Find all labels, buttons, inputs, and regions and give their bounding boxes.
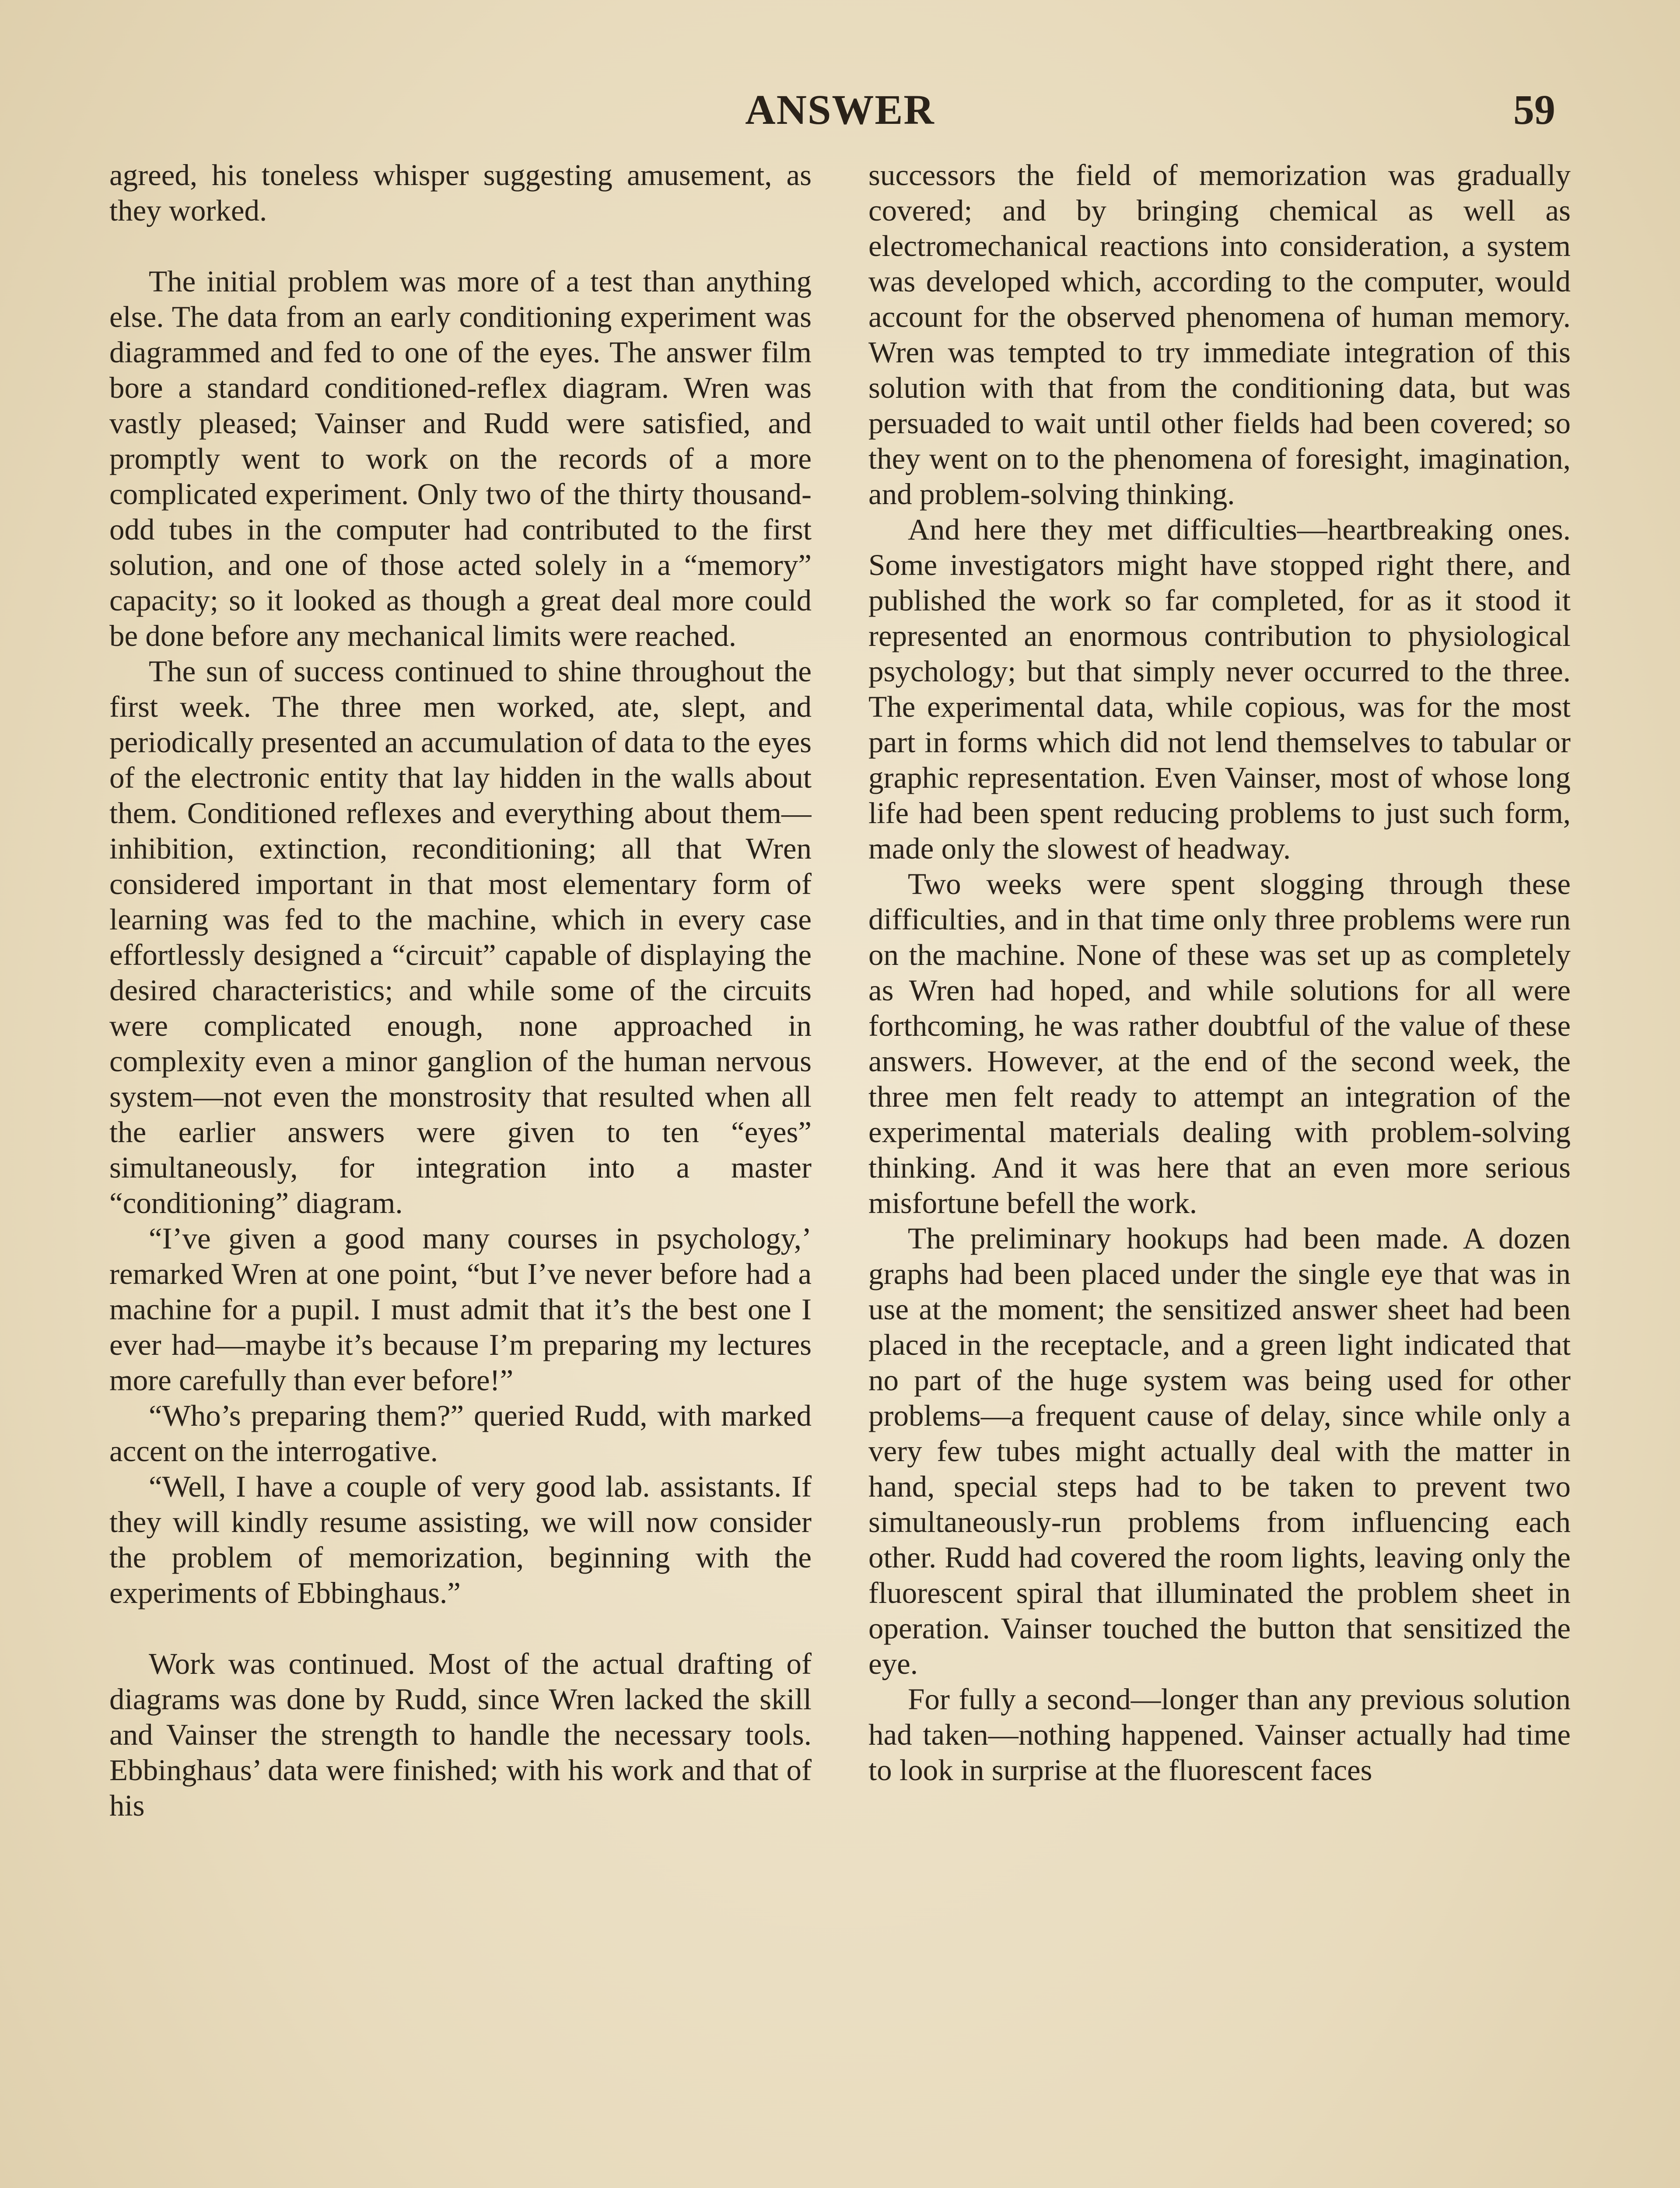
paragraph: “Who’s preparing them?” queried Rudd, with marked accent on the interrogative.	[109, 1399, 812, 1468]
paragraph: successors the field of memorization was gradually covered; and by bringing chemical as well as electromechanical reactions into consideration, a system was developed which, according to the computer, would account for the observed phenomena of human memory. Wren was tempted to try immediate integration of this solution with that from the conditioning data, but was persuaded to wait until other fields had been covered; so they went on to the phenomena of foresight, imagination, and problem-solving thinking.	[868, 158, 1571, 511]
page-number: 59	[1513, 86, 1555, 133]
running-title: ANSWER	[745, 86, 935, 133]
paragraph: “I’ve given a good many courses in psychology,’ remarked Wren at one point, “but I’ve never before had a machine for a pupil. I must admit that it’s the best one I ever had—maybe it’s because I’m preparing my lectures more carefully than ever before!”	[109, 1222, 812, 1397]
paragraph: And here they met difficulties—heartbreaking ones. Some investigators might have stopped right there, and published the work so far completed, for as it stood it represented an enormous contribution to physiological psychology; but that simply never occurred to the three. The experimental data, while copious, was for the most part in forms which did not lend themselves to tabular or graphic representation. Even Vainser, most of whose long life had been spent reducing problems to just such form, made only the slowest of headway.	[868, 513, 1571, 865]
paragraph: The initial problem was more of a test than anything else. The data from an early conditioning experiment was diagrammed and fed to one of the eyes. The answer film bore a standard conditioned-reflex diagram. Wren was vastly pleased; Vainser and Rudd were satisfied, and promptly went to work on the records of a more complicated experiment. Only two of the thirty thousand-odd tubes in the computer had contributed to the first solution, and one of those acted solely in a “memory” capacity; so it looked as though a great deal more could be done before any mechanical limits were reached.	[109, 265, 812, 652]
paragraph: Work was continued. Most of the actual drafting of diagrams was done by Rudd, since Wren lacked the skill and Vainser the strength to handle the necessary tools. Ebbinghaus’ data were finished; with his work and that of his	[109, 1647, 812, 1822]
paragraph: agreed, his toneless whisper suggesting amusement, as they worked.	[109, 158, 812, 227]
right-column	[868, 158, 1571, 2188]
paragraph: Two weeks were spent slogging through these difficulties, and in that time only three problems were run on the machine. None of these was set up as completely as Wren had hoped, and while solutions for all were forthcoming, he was rather doubtful of the value of these answers. However, at the end of the second week, the three men felt ready to attempt an integration of the experimental materials dealing with problem-solving thinking. And it was here that an even more serious misfortune befell the work.	[868, 867, 1571, 1220]
paragraph: The sun of success continued to shine throughout the first week. The three men worked, ate, slept, and periodically presented an accumulation of data to the eyes of the electronic entity that lay hidden in the walls about them. Conditioned reflexes and everything about them—inhibition, extinction, reconditioning; all that Wren considered important in that most elementary form of learning was fed to the machine, which in every case effortlessly designed a “circuit” capable of displaying the desired characteristics; and while some of the circuits were complicated enough, none approached in complexity even a minor ganglion of the human nervous system—not even the monstrosity that resulted when all the earlier answers were given to ten “eyes” simultaneously, for integration into a master “conditioning” diagram.	[109, 655, 812, 1220]
paragraph: “Well, I have a couple of very good lab. assistants. If they will kindly resume assisting, we will now consider the problem of memorization, beginning with the experiments of Ebbinghaus.”	[109, 1470, 812, 1609]
page-header	[0, 85, 1680, 151]
text-columns	[109, 158, 1571, 2188]
left-column	[109, 158, 812, 2188]
paragraph: For fully a second—longer than any previous solution had taken—nothing happened. Vainser actually had time to look in surprise at the fluorescent faces	[868, 1683, 1571, 1787]
paragraph: The preliminary hookups had been made. A dozen graphs had been placed under the single eye that was in use at the moment; the sensitized answer sheet had been placed in the receptacle, and a green light indicated that no part of the huge system was being used for other problems—a frequent cause of delay, since while only a very few tubes might actually deal with the matter in hand, special steps had to be taken to prevent two simultaneously-run problems from influencing each other. Rudd had covered the room lights, leaving only the fluorescent spiral that illuminated the problem sheet in operation. Vainser touched the button that sensitized the eye.	[868, 1222, 1571, 1680]
